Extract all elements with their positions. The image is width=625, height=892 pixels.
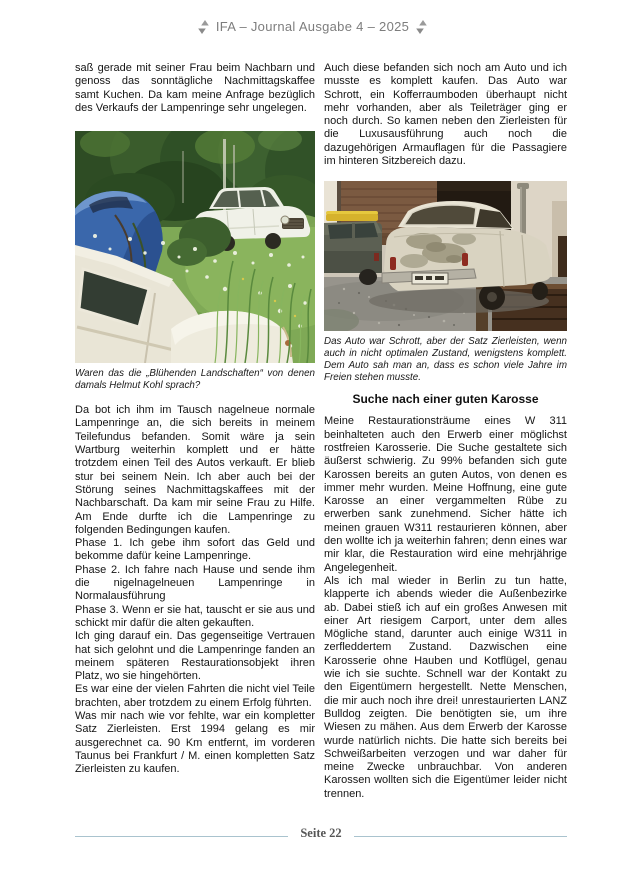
footer-rule-left	[75, 836, 288, 838]
header-ornament-left-icon	[198, 20, 209, 34]
article-column-right	[324, 62, 567, 801]
section-heading: Suche nach einer guten Karosse	[352, 392, 539, 407]
paragraph: Als ich mal wieder in Berlin zu tun hatte, klapperte ich abends wieder die Außenbezirke ab. Dabei stieß ich auf ein großes Anwesen mit einer Art riesigem Carport, unter dem alles Mögliche stand, darunter auch einige W311 in zerfleddertem Zustand. Dazwischen eine Karosserie ohne Hauben und Kotflügel, genau wie ich sie suchte. Schnell war der Kontakt zu den Eigentümern hergestellt. Nette Menschen, die mir auch noch ihre drei! unrestaurierten LANZ Bulldog zeigten. Die benötigten sie, um ihre Wiesen zu mähen. Aus dem Erwerb der Karosse wurde natürlich nichts. Die hatte sich bereits bei Schweißarbeiten verzogen und war daher für meine Zwecke unbrauchbar. Von anderen Karossen wollten sich die Eigentümer leider nicht trennen.	[324, 574, 567, 800]
paragraph: Auch diese befanden sich noch am Auto und ich musste es komplett kaufen. Das Auto war Schrott, ein Kofferraumboden überhaupt nicht mehr vorhanden, aber als Teileträger ging er noch durch. So kamen neben den Zierleisten für die Luxusausführung auch noch die dazugehörigen Armauflagen für die Passagiere im hinteren Sitzbereich dazu.	[324, 62, 567, 168]
footer-rule-right	[354, 836, 567, 838]
paragraph: Was mir nach wie vor fehlte, war ein kompletter Satz Zierleisten. Erst 1994 gelang es mir ausgerechnet ca. 90 Km entfernt, im vorderen Taunus bei Frankfurt / M. einen kompletten Satz Zierleisten zu kaufen.	[75, 710, 315, 776]
article-column-left	[75, 62, 315, 777]
paragraph: Es war eine der vielen Fahrten die nicht viel Teile brachten, aber trotzdem zu einem Erfolg führten.	[75, 683, 315, 709]
paragraph: Meine Restaurationsträume eines W 311 beinhalteten auch den Erwerb einer möglichst rostfreien Karosserie. Die Suche gestaltete sich äußerst schwierig. Zu 99% befanden sich gute Karossen bereits an guten Autos, von denen es immer mehr wurden. Meine Hoffnung, eine gute Karosse an einer vergammelten Rübe zu erwerben sank zunehmend. Sicher hätte ich meinen grauen W311 restaurieren können, aber den wollte ich ja weiterhin fahren; denn eines war mir klar, die Restauration wird eine mehrjährige Angelegenheit.	[324, 415, 567, 574]
paragraph: Phase 3. Wenn er sie hat, tauscht er sie aus und schickt mir dafür die alten gekauften.	[75, 603, 315, 629]
paragraph: saß gerade mit seiner Frau beim Nachbarn und genoss das sonntägliche Nachmittagskaffee samt Kuchen. Da kam meine Anfrage bezüglich des Verkaufs der Lampenringe sehr ungelegen.	[75, 62, 315, 114]
header-ornament-right-icon	[416, 20, 427, 34]
page-header-title: IFA – Journal Ausgabe 4 – 2025	[215, 19, 410, 34]
garage-car-photo	[324, 181, 567, 331]
photo-caption-meadow: Waren das die „Blühenden Landschaften“ von denen damals Helmut Kohl sprach?	[75, 368, 315, 392]
page-footer	[75, 826, 567, 840]
paragraph: Da bot ich ihm im Tausch nagelneue normale Lampenringe an, die sich bereits in meinem Teilefundus befanden. Somit wäre ja sein Wartburg weiterhin komplett und er hätte trotzdem einen Teil des Autos verkauft. Er blieb stur bei seinem Nein. Ich aber auch bei der Störung seines Nachmittagskaffees mit der Nachbarschaft. Da kam mir seine Frau zu Hilfe. Am Ende durfte ich die Lampenringe zu folgenden Bedingungen kaufen.	[75, 404, 315, 536]
meadow-cars-photo	[75, 131, 315, 363]
page-number: Seite 22	[300, 826, 342, 840]
paragraph: Phase 1. Ich gebe ihm sofort das Geld und bekomme dafür keine Lampenringe.	[75, 537, 315, 563]
photo-caption-garage: Das Auto war Schrott, aber der Satz Zierleisten, wenn auch in nicht optimalen Zustand, wenigstens komplett. Dem Auto sah man an, dass es schon viele Jahre im Freien stehen musste.	[324, 336, 567, 384]
page-header	[0, 19, 625, 34]
paragraph: Phase 2. Ich fahre nach Hause und sende ihm die nigelnagelneuen Lampenringe in Normalausführung	[75, 563, 315, 603]
paragraph: Ich ging darauf ein. Das gegenseitige Vertrauen hat sich gelohnt und die Lampenringe fanden an meinem späteren Restaurationsobjekt ihren Platz, wo sie hingehörten.	[75, 630, 315, 683]
